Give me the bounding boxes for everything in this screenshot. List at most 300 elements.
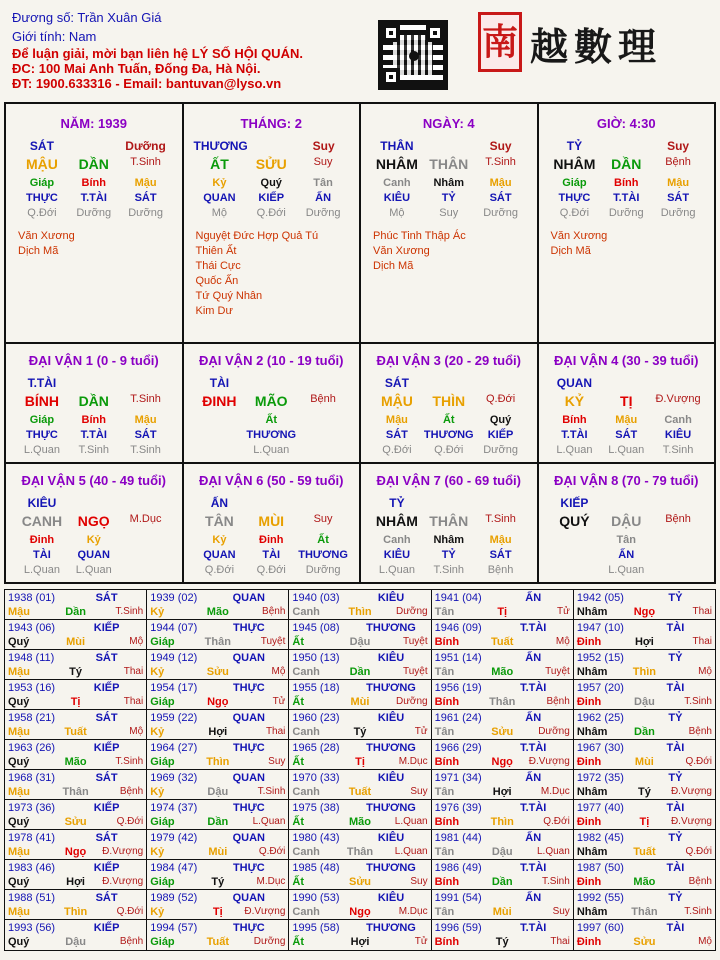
- year-phase: Thai: [550, 936, 570, 947]
- year-cell: [574, 800, 715, 829]
- year-cell: [5, 740, 147, 769]
- chart-value: Dưỡng: [128, 207, 163, 219]
- year-label: 1982 (45): [576, 832, 624, 844]
- chart-value: Nhâm: [433, 534, 465, 546]
- year-god: QUAN: [232, 832, 265, 844]
- year-label: 1961 (24): [434, 712, 482, 724]
- year-stem: Giáp: [150, 696, 175, 708]
- year-branch: Tuất: [491, 636, 514, 648]
- year-stem: Tân: [434, 726, 455, 738]
- year-branch: Dần: [207, 816, 229, 828]
- chart-value: [600, 139, 652, 153]
- stem-branch: THÌN: [432, 393, 466, 409]
- chart-value: ẤN: [315, 192, 332, 204]
- year-row: [5, 590, 715, 620]
- year-god: ẤN: [525, 832, 542, 844]
- year-god: TỶ: [668, 832, 683, 844]
- star-item: Dịch Mã: [18, 245, 59, 257]
- year-stem: Kỷ: [150, 666, 165, 678]
- chart-value: [549, 549, 601, 561]
- year-god: ẤN: [525, 712, 542, 724]
- year-stem: Kỷ: [150, 906, 165, 918]
- pillar-title: GIỜ: 4:30: [596, 116, 656, 131]
- year-stem: Mậu: [8, 906, 30, 918]
- year-phase: T.Sinh: [542, 876, 570, 887]
- year-cell: [147, 740, 289, 769]
- stem-branch: DẦN: [611, 156, 642, 172]
- dai-van-title: ĐẠI VẬN 3 (20 - 29 tuổi): [376, 353, 521, 368]
- dai-van-cell: [539, 344, 715, 462]
- year-cell: [432, 890, 574, 919]
- stem-branch: Bệnh: [665, 513, 691, 525]
- year-cell: [574, 620, 715, 649]
- stem-branch: MÙI: [258, 513, 285, 529]
- year-god: ẤN: [525, 772, 542, 784]
- chart-value: T.Sinh: [130, 444, 161, 456]
- chart-value: L.Quan: [556, 444, 593, 456]
- stem-branch: T.Sinh: [485, 156, 516, 168]
- year-phase: Đ.Vượng: [102, 876, 144, 887]
- year-branch: Mùi: [350, 696, 370, 708]
- stem-branch: DẦN: [78, 156, 109, 172]
- chart-value: Giáp: [29, 414, 55, 426]
- chart-value: Dưỡng: [608, 207, 644, 219]
- year-cell: [289, 800, 431, 829]
- year-phase: Tử: [414, 726, 428, 737]
- logo-text: 越數理: [530, 24, 663, 69]
- dai-van-cell: [361, 344, 539, 462]
- year-branch: Mão: [491, 666, 514, 678]
- year-label: 1966 (29): [434, 742, 482, 754]
- year-phase: Thai: [692, 636, 712, 647]
- year-label: 1963 (26): [8, 742, 56, 754]
- year-phase: Dưỡng: [395, 606, 428, 617]
- year-label: 1943 (06): [8, 622, 56, 634]
- chart-value: KIẾP: [487, 429, 514, 441]
- chart-value: Mậu: [615, 414, 638, 426]
- star-item: Dịch Mã: [550, 245, 591, 257]
- chart-value: THỰC: [26, 429, 58, 441]
- year-god: KIẾP: [93, 742, 120, 754]
- year-god: QUAN: [232, 892, 265, 904]
- year-stem: Đinh: [576, 696, 602, 708]
- dai-van-row: [6, 344, 714, 464]
- dai-van-title: ĐẠI VẬN 7 (60 - 69 tuổi): [376, 473, 521, 488]
- year-branch: Tý: [69, 666, 83, 678]
- chart-value: Dưỡng: [125, 139, 166, 153]
- year-cell: [5, 620, 147, 649]
- year-label: 1994 (57): [150, 922, 198, 934]
- chart-value: [297, 376, 349, 390]
- year-stem: Bính: [434, 756, 460, 768]
- year-phase: T.Sinh: [684, 906, 712, 917]
- year-phase: Mộ: [555, 636, 570, 647]
- pillar-row: [6, 104, 714, 344]
- stem-branch: Bệnh: [665, 156, 691, 168]
- year-row: [5, 770, 715, 800]
- year-cell: [574, 770, 715, 799]
- year-phase: Q.Đới: [116, 816, 144, 827]
- year-label: 1959 (22): [150, 712, 198, 724]
- chart-value: Canh: [383, 177, 411, 189]
- stem-branch: DẦN: [78, 393, 109, 409]
- year-god: THƯƠNG: [366, 862, 416, 874]
- chart-value: SÁT: [29, 139, 54, 153]
- year-stem: Nhâm: [576, 786, 608, 798]
- chart-value: Dưỡng: [660, 207, 696, 219]
- year-branch: Hợi: [208, 726, 228, 738]
- year-god: ẤN: [525, 592, 542, 604]
- year-cell: [5, 650, 147, 679]
- gender: Giới tính: Nam: [12, 29, 97, 44]
- year-cell: [5, 590, 147, 619]
- year-branch: Sửu: [348, 876, 372, 888]
- year-stem: Bính: [434, 696, 460, 708]
- stem-branch: THÂN: [429, 513, 469, 529]
- year-stem: Canh: [292, 666, 320, 678]
- year-branch: Thân: [62, 786, 89, 798]
- year-branch: Dần: [65, 606, 86, 618]
- year-stem: Tân: [434, 906, 455, 918]
- year-stem: Quý: [8, 696, 30, 708]
- year-phase: Tử: [414, 936, 428, 947]
- stem-branch: M.Dục: [129, 513, 162, 525]
- dai-van-title: ĐẠI VẬN 1 (0 - 9 tuổi): [28, 353, 159, 368]
- chart-value: [120, 534, 172, 546]
- year-cell: [432, 770, 574, 799]
- stem-branch: Q.Đới: [485, 393, 516, 405]
- stem-branch: KỶ: [564, 393, 585, 409]
- chart-value: Mậu: [489, 534, 512, 546]
- year-cell: [574, 860, 715, 889]
- year-god: T.TÀI: [520, 922, 547, 934]
- year-phase: Mộ: [698, 666, 712, 677]
- year-label: 1955 (18): [292, 682, 340, 694]
- year-stem: Kỷ: [150, 606, 165, 618]
- chart-value: [652, 534, 704, 546]
- year-god: TÀI: [666, 742, 685, 754]
- year-label: 1979 (42): [150, 832, 198, 844]
- year-label: 1956 (19): [434, 682, 482, 694]
- year-stem: Ất: [292, 636, 305, 648]
- year-phase: Q.Đới: [685, 846, 712, 857]
- chart-value: Nhâm: [433, 177, 465, 189]
- chart-value: Mộ: [211, 207, 228, 219]
- year-cell: [289, 620, 431, 649]
- year-stem: Đinh: [576, 936, 602, 948]
- chart-value: [120, 564, 172, 576]
- year-god: QUAN: [232, 712, 265, 724]
- chart-value: Bính: [81, 177, 106, 189]
- year-label: 1953 (16): [8, 682, 56, 694]
- year-stem: Ất: [292, 756, 305, 768]
- year-cell: [147, 800, 289, 829]
- year-god: SÁT: [95, 892, 118, 904]
- year-branch: Tuất: [64, 726, 87, 738]
- owner-name: Đương số: Trần Xuân Giá: [12, 10, 162, 25]
- year-god: KIẾP: [93, 622, 120, 634]
- chart-value: [652, 564, 704, 576]
- year-cell: [432, 830, 574, 859]
- year-god: KIÊU: [377, 592, 405, 604]
- dai-van-title: ĐẠI VẬN 8 (70 - 79 tuổi): [554, 473, 699, 488]
- chart-value: THƯƠNG: [298, 549, 348, 561]
- year-god: THƯƠNG: [366, 802, 416, 814]
- chart-value: SÁT: [667, 192, 690, 204]
- year-label: 1988 (51): [8, 892, 56, 904]
- year-phase: Tuyệt: [402, 636, 428, 647]
- year-phase: Đ.Vượng: [102, 846, 144, 857]
- chart-value: [600, 376, 652, 390]
- year-phase: Tuyệt: [402, 666, 428, 677]
- star-item: Thái Cực: [195, 260, 241, 272]
- year-label: 1940 (03): [292, 592, 340, 604]
- year-label: 1960 (23): [292, 712, 340, 724]
- year-cell: [147, 920, 289, 950]
- year-phase: Dưỡng: [253, 936, 286, 947]
- year-stem: Quý: [8, 756, 30, 768]
- year-branch: Tuất: [206, 936, 229, 948]
- year-branch: Dậu: [491, 846, 513, 858]
- chart-value: Tân: [313, 177, 333, 189]
- year-label: 1945 (08): [292, 622, 340, 634]
- stem-branch: NGỌ: [77, 513, 110, 529]
- year-cell: [574, 920, 715, 950]
- year-label: 1949 (12): [150, 652, 198, 664]
- star-item: Văn Xương: [550, 230, 608, 242]
- chart-value: TÀI: [209, 376, 230, 390]
- chart-value: Q.Đới: [256, 207, 286, 219]
- year-label: 1941 (04): [434, 592, 482, 604]
- year-label: 1974 (37): [150, 802, 198, 814]
- chart-value: Tân: [616, 534, 637, 546]
- stem-branch: THÂN: [429, 156, 469, 172]
- chart-value: Bính: [81, 414, 106, 426]
- chart-value: QUAN: [203, 192, 236, 204]
- chart-value: [245, 376, 297, 390]
- year-god: KIÊU: [377, 832, 405, 844]
- chart-value: Kỷ: [212, 177, 227, 189]
- year-god: T.TÀI: [520, 802, 547, 814]
- year-phase: Tử: [556, 606, 570, 617]
- year-stem: Nhâm: [576, 726, 608, 738]
- chart-value: Quý: [489, 414, 512, 426]
- year-row: [5, 920, 715, 950]
- chart-value: Mậu: [385, 414, 408, 426]
- chart-value: KIÊU: [664, 429, 692, 441]
- year-row: [5, 620, 715, 650]
- year-cell: [289, 680, 431, 709]
- year-cell: [432, 650, 574, 679]
- chart-value: [652, 496, 704, 510]
- year-cell: [289, 860, 431, 889]
- chart-value: Ất: [317, 534, 329, 546]
- year-branch: Mùi: [66, 636, 86, 648]
- year-branch: Sửu: [206, 666, 229, 678]
- year-god: THƯƠNG: [366, 622, 416, 634]
- year-phase: Bệnh: [262, 606, 286, 617]
- year-label: 1971 (34): [434, 772, 482, 784]
- year-god: TÀI: [666, 922, 685, 934]
- year-stem: Bính: [434, 936, 460, 948]
- year-cell: [574, 830, 715, 859]
- year-stem: Kỷ: [150, 846, 165, 858]
- chart-value: L.Quan: [378, 564, 415, 576]
- year-stem: Nhâm: [576, 906, 608, 918]
- chart-value: QUAN: [77, 549, 110, 561]
- year-row: [5, 890, 715, 920]
- year-branch: Hợi: [66, 876, 85, 888]
- chart-value: TÀI: [33, 549, 51, 561]
- year-phase: M.Dục: [540, 786, 570, 797]
- year-branch: Mùi: [634, 756, 654, 768]
- year-label: 1990 (53): [292, 892, 340, 904]
- year-stem: Giáp: [150, 936, 175, 948]
- year-stem: Nhâm: [576, 846, 608, 858]
- year-branch: Dậu: [65, 936, 86, 948]
- chart-value: [297, 414, 349, 426]
- chart-value: Dưỡng: [305, 564, 341, 576]
- qr-code[interactable]: [378, 20, 448, 90]
- year-cell: [147, 680, 289, 709]
- year-phase: Tuyệt: [260, 636, 286, 647]
- year-branch: Mão: [349, 816, 371, 828]
- chart-value: ẤN: [210, 496, 229, 510]
- year-phase: T.Sinh: [684, 696, 712, 707]
- chart-value: [120, 376, 172, 390]
- year-phase: Q.Đới: [543, 816, 570, 827]
- year-god: QUAN: [232, 592, 265, 604]
- year-label: 1954 (17): [150, 682, 198, 694]
- year-label: 1996 (59): [434, 922, 482, 934]
- year-cell: [289, 890, 431, 919]
- year-cell: [5, 680, 147, 709]
- chart-value: [297, 429, 349, 441]
- year-phase: Đ.Vượng: [244, 906, 286, 917]
- chart-value: [475, 376, 527, 390]
- chart-value: [68, 139, 120, 153]
- year-branch: Sửu: [633, 936, 656, 948]
- year-phase: Đ.Vượng: [670, 816, 712, 827]
- year-god: QUAN: [232, 772, 265, 784]
- year-stem: Tân: [434, 606, 455, 618]
- year-stem: Đinh: [576, 876, 602, 888]
- year-cell: [574, 650, 715, 679]
- year-phase: M.Dục: [398, 906, 428, 917]
- year-god: SÁT: [95, 832, 118, 844]
- year-god: THỰC: [232, 802, 265, 814]
- year-phase: Thai: [123, 696, 144, 707]
- chart-value: Suy: [489, 139, 512, 153]
- year-label: 1975 (38): [292, 802, 340, 814]
- year-label: 1967 (30): [576, 742, 624, 754]
- year-god: KIẾP: [93, 862, 120, 874]
- year-phase: T.Sinh: [257, 786, 286, 797]
- year-phase: Đ.Vượng: [528, 756, 570, 767]
- chart-value: KIẾP: [258, 192, 285, 204]
- year-god: THƯƠNG: [366, 922, 416, 934]
- seal-stamp: 南: [478, 12, 522, 72]
- year-god: TÀI: [666, 802, 685, 814]
- year-label: 1978 (41): [8, 832, 56, 844]
- star-item: Phúc Tinh Thập Ác: [373, 230, 466, 242]
- year-stem: Nhâm: [576, 606, 608, 618]
- chart-value: T.TÀI: [613, 192, 640, 204]
- chart-value: THƯƠNG: [423, 429, 474, 441]
- dai-van-cell: [361, 464, 539, 582]
- year-stem: Quý: [8, 876, 30, 888]
- year-label: 1942 (05): [576, 592, 624, 604]
- year-cell: [147, 620, 289, 649]
- year-label: 1980 (43): [292, 832, 340, 844]
- year-branch: Hợi: [492, 786, 512, 798]
- chart-value: T.TÀI: [80, 192, 107, 204]
- chart-grid: [4, 102, 716, 584]
- year-label: 1969 (32): [150, 772, 198, 784]
- chart-value: T.TÀI: [80, 429, 107, 441]
- year-stem: Quý: [8, 936, 30, 948]
- year-phase: Tử: [272, 696, 286, 707]
- year-cell: [289, 920, 431, 950]
- chart-value: THỰC: [558, 192, 591, 204]
- chart-value: Ất: [442, 414, 455, 426]
- year-cell: [147, 890, 289, 919]
- year-stem: Đinh: [576, 816, 602, 828]
- year-cell: [574, 590, 715, 619]
- year-row: [5, 710, 715, 740]
- chart-value: Mậu: [667, 177, 690, 189]
- year-god: SÁT: [95, 592, 118, 604]
- chart-value: [297, 444, 349, 456]
- year-god: ẤN: [525, 652, 542, 664]
- star-list: [361, 229, 537, 274]
- year-phase: Dưỡng: [395, 696, 428, 707]
- year-cell: [147, 830, 289, 859]
- year-god: TÀI: [666, 622, 685, 634]
- pillar-title: NGÀY: 4: [422, 116, 475, 131]
- year-cell: [574, 710, 715, 739]
- year-branch: Ngọ: [64, 846, 87, 858]
- year-label: 1991 (54): [434, 892, 482, 904]
- stem-branch: CANH: [21, 513, 63, 529]
- year-phase: Suy: [410, 876, 428, 887]
- chart-value: L.Quan: [253, 444, 290, 456]
- year-cell: [5, 830, 147, 859]
- chart-value: Mậu: [134, 177, 157, 189]
- chart-value: [194, 414, 246, 426]
- year-phase: Thai: [692, 606, 712, 617]
- star-item: Văn Xương: [18, 230, 75, 242]
- chart-value: Q.Đới: [382, 444, 412, 456]
- year-branch: Dậu: [634, 696, 655, 708]
- chart-value: L.Quan: [23, 444, 60, 456]
- chart-value: Đinh: [259, 534, 284, 546]
- stem-branch: QUÝ: [559, 513, 590, 529]
- year-stem: Mậu: [8, 606, 30, 618]
- year-phase: Suy: [552, 906, 570, 917]
- chart-value: SÁT: [385, 429, 408, 441]
- year-phase: Bệnh: [688, 876, 712, 887]
- year-stem: Kỷ: [150, 726, 165, 738]
- year-god: SÁT: [95, 772, 118, 784]
- dai-van-cell: [6, 344, 184, 462]
- chart-value: [652, 549, 704, 561]
- year-cell: [432, 740, 574, 769]
- chart-value: Canh: [664, 414, 692, 426]
- stem-branch: DẬU: [611, 513, 642, 529]
- brand-logo: [478, 12, 710, 72]
- year-branch: Tị: [355, 756, 365, 768]
